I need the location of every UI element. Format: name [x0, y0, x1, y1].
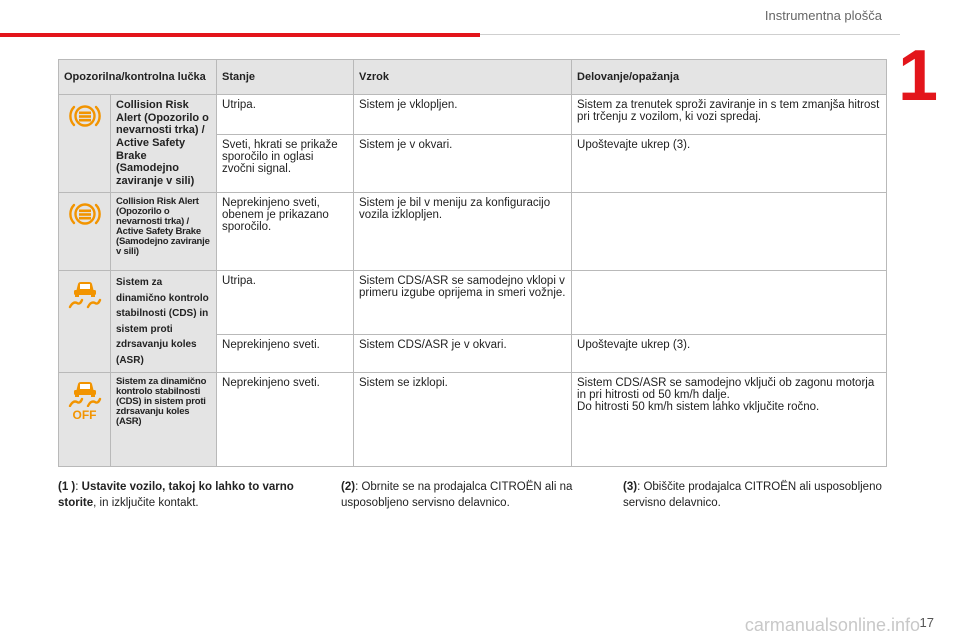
column-header-delovanje: Delovanje/opažanja: [572, 60, 887, 95]
footnote-ref: (2): [341, 481, 356, 493]
skidding-car-icon: [64, 275, 105, 309]
header-red-bar: [0, 33, 480, 37]
lamp-icon-cell: [59, 193, 111, 271]
section-title: Instrumentna plošča: [764, 8, 882, 23]
footnote-bold-text: Ustavite vozilo, takoj ko lahko to varno storite: [58, 481, 294, 509]
page-number: 17: [919, 615, 934, 630]
off-label: OFF: [72, 408, 97, 422]
cell-stanje: Neprekinjeno sveti, obenem je prikazano sporočilo.: [217, 193, 354, 271]
collision-risk-alert-icon: [64, 99, 105, 133]
table-row: [59, 95, 887, 135]
watermark: carmanualsonline.info: [744, 615, 920, 635]
header-divider: [480, 34, 900, 35]
cell-stanje: Neprekinjeno sveti.: [217, 373, 354, 467]
footnote-text: , in izključite kontakt.: [93, 496, 199, 509]
lamp-icon-cell: [59, 271, 111, 373]
cell-vzrok: Sistem CDS/ASR je v okvari.: [354, 334, 572, 372]
cell-delovanje: [572, 193, 887, 271]
footnote-separator: :: [75, 481, 82, 493]
lamp-name: Sistem za dinamično kontrolo stabilnosti (CDS) in sistem proti zdrsavanju koles (ASR): [111, 373, 217, 467]
footnote-1: [58, 480, 323, 511]
table-row: [59, 271, 887, 335]
cell-delovanje: Sistem za trenutek sproži zaviranje in s tem zmanjša hitrost pri trčenju z vozilom, ki vozi spredaj.: [572, 95, 887, 135]
footnote-2: [341, 480, 603, 511]
lamp-name: Collision Risk Alert (Opozorilo o nevarnosti trka) / Active Safety Brake (Samodejno zaviranje v sili): [111, 193, 217, 271]
skidding-car-off-icon: [64, 377, 105, 422]
cell-stanje: Utripa.: [217, 271, 354, 335]
warning-lamps-table: [58, 59, 887, 467]
cell-vzrok: Sistem je vklopljen.: [354, 95, 572, 135]
cell-vzrok: Sistem se izklopi.: [354, 373, 572, 467]
cell-delovanje: Upoštevajte ukrep (3).: [572, 135, 887, 193]
cell-stanje: Utripa.: [217, 95, 354, 135]
table-row: [59, 193, 887, 271]
column-header-vzrok: Vzrok: [354, 60, 572, 95]
footnote-ref: (1 ): [58, 481, 76, 493]
collision-risk-alert-off-icon: [64, 197, 105, 231]
cell-vzrok: Sistem CDS/ASR se samodejno vklopi v primeru izgube oprijema in smeri vožnje.: [354, 271, 572, 335]
column-header-stanje: Stanje: [217, 60, 354, 95]
footnote-text: : Obiščite prodajalca CITROËN ali usposobljeno servisno delavnico.: [623, 481, 882, 509]
cell-vzrok: Sistem je v okvari.: [354, 135, 572, 193]
table-header-row: [59, 60, 887, 95]
table-row: [59, 373, 887, 467]
footnote-ref: (3): [623, 481, 638, 493]
cell-stanje: Neprekinjeno sveti.: [217, 334, 354, 372]
chapter-number: 1: [897, 36, 938, 116]
lamp-icon-cell: [59, 373, 111, 467]
cell-vzrok: Sistem je bil v meniju za konfiguracijo vozila izklopljen.: [354, 193, 572, 271]
column-header-lamp: Opozorilna/kontrolna lučka: [59, 60, 217, 95]
footnote-text: : Obrnite se na prodajalca CITROËN ali na usposobljeno servisno delavnico.: [341, 481, 573, 509]
cell-delovanje: [572, 271, 887, 335]
cell-delovanje: Upoštevajte ukrep (3).: [572, 334, 887, 372]
cell-delovanje: Sistem CDS/ASR se samodejno vključi ob zagonu motorja in pri hitrosti od 50 km/h dalje. Do hitrosti 50 km/h sistem lahko vključite ročno.: [572, 373, 887, 467]
footnote-3: [623, 480, 885, 511]
lamp-icon-cell: [59, 95, 111, 193]
lamp-name: Collision Risk Alert (Opozorilo o nevarnosti trka) / Active Safety Brake (Samodejno zaviranje v sili): [111, 95, 217, 193]
cell-stanje: Sveti, hkrati se prikaže sporočilo in oglasi zvočni signal.: [217, 135, 354, 193]
lamp-name: Sistem za dinamično kontrolo stabilnosti (CDS) in sistem proti zdrsavanju koles (ASR): [111, 271, 217, 373]
